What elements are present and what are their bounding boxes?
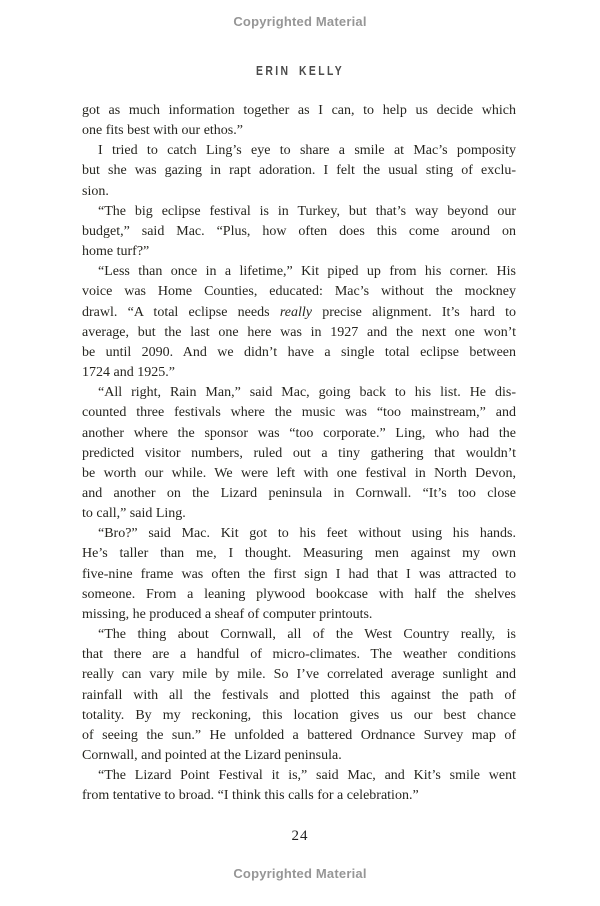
page-number: 24 <box>291 828 309 844</box>
text-run: Cornwall, and pointed at the Lizard peninsula. <box>82 748 342 763</box>
text-run: of seeing the sun.” He unfolded a battered Ordnance Survey map of <box>82 727 516 743</box>
text-run: “Less than once in a lifetime,” Kit piped up from his corner. His <box>98 264 516 280</box>
text-line <box>82 726 516 746</box>
text-line <box>82 303 516 323</box>
text-line <box>82 565 516 585</box>
text-line <box>82 242 516 262</box>
text-line <box>82 262 516 282</box>
text-run: really can vary mile by mile. So I’ve correlated average sunlight and <box>82 667 516 683</box>
text-line <box>82 383 516 403</box>
text-run: to call,” said Ling. <box>82 506 186 522</box>
text-line <box>82 786 516 806</box>
text-run: predicted visitor numbers, ruled out a tiny gathering that wouldn’t <box>82 445 516 461</box>
text-line <box>82 121 516 141</box>
text-run: be until 2090. And we didn’t have a single total eclipse between <box>82 344 516 360</box>
text-run: from tentative to broad. “I think this calls for a celebration.” <box>82 788 419 804</box>
text-run: another where the sponsor was “too corporate.” Ling, who had the <box>82 425 516 441</box>
text-line <box>82 665 516 685</box>
text-line <box>82 182 516 202</box>
text-run: budget,” said Mac. “Plus, how often does this come around on <box>82 223 516 239</box>
text-line <box>82 585 516 605</box>
text-run: counted three festivals where the music was “too mainstream,” and <box>82 405 516 421</box>
watermark-top: Copyrighted Material <box>233 14 367 29</box>
text-run: be worth our while. We were left with one festival in North Devon, <box>82 465 516 481</box>
text-line <box>82 424 516 444</box>
author-header-text: ERIN KELLY <box>255 63 345 78</box>
text-line <box>82 524 516 544</box>
text-run: five-nine frame was often the first sign I had that I was attracted to <box>82 566 516 582</box>
text-run: but she was gazing in rapt adoration. I felt the usual sting of exclu- <box>82 163 516 179</box>
text-line <box>82 504 516 524</box>
text-run: “The big eclipse festival is in Turkey, but that’s way beyond our <box>98 203 516 219</box>
text-run: “All right, Rain Man,” said Mac, going back to his list. He dis- <box>98 385 516 401</box>
text-run: one fits best with our ethos.” <box>82 123 243 139</box>
text-line <box>82 706 516 726</box>
text-run: that there are a handful of micro-climates. The weather conditions <box>82 647 516 663</box>
text-line <box>82 222 516 242</box>
text-line <box>82 161 516 181</box>
text-run: rainfall with all the festivals and plotted this against the path of <box>82 687 516 703</box>
text-line <box>82 101 516 121</box>
text-run: totality. By my reckoning, this location gives us our best chance <box>82 707 516 723</box>
text-line <box>82 544 516 564</box>
text-line <box>82 605 516 625</box>
text-run: precise alignment. It’s hard to <box>311 304 516 320</box>
text-run: 1724 and 1925.” <box>82 365 175 381</box>
page-text <box>82 101 516 806</box>
text-run: drawl. “A total eclipse needs <box>82 304 280 320</box>
text-run: missing, he produced a sheaf of computer printouts. <box>82 606 373 622</box>
text-run: voice was Home Counties, educated: Mac’s without the mockney <box>82 284 516 300</box>
text-line <box>82 363 516 383</box>
text-run: sion. <box>82 183 109 199</box>
text-line <box>82 464 516 484</box>
text-line <box>82 625 516 645</box>
text-run: average, but the last one here was in 1927 and the next one won’t <box>82 324 516 340</box>
text-run: home turf?” <box>82 244 150 260</box>
text-run: “The Lizard Point Festival it is,” said Mac, and Kit’s smile went <box>98 768 516 784</box>
text-run: “The thing about Cornwall, all of the West Country really, is <box>98 627 516 643</box>
text-line <box>82 343 516 363</box>
text-run: got as much information together as I can, to help us decide which <box>82 103 516 118</box>
text-run: someone. From a leaning plywood bookcase with half the shelves <box>82 586 516 602</box>
text-line <box>82 444 516 464</box>
text-line <box>82 323 516 343</box>
text-run: He’s taller than me, I thought. Measuring men against my own <box>82 546 516 562</box>
text-line <box>82 141 516 161</box>
text-line <box>82 645 516 665</box>
text-run-italic: really <box>279 304 312 320</box>
text-line <box>82 686 516 706</box>
text-line <box>82 766 516 786</box>
text-run: I tried to catch Ling’s eye to share a smile at Mac’s pomposity <box>98 143 516 159</box>
text-line <box>82 282 516 302</box>
text-run: and another on the Lizard peninsula in Cornwall. “It’s too close <box>82 485 516 501</box>
watermark-bottom: Copyrighted Material <box>233 866 367 881</box>
text-line <box>82 746 516 766</box>
text-run: “Bro?” said Mac. Kit got to his feet without using his hands. <box>98 526 516 542</box>
author-header <box>0 62 600 80</box>
text-line <box>82 202 516 222</box>
text-line <box>82 403 516 423</box>
text-line <box>82 484 516 504</box>
